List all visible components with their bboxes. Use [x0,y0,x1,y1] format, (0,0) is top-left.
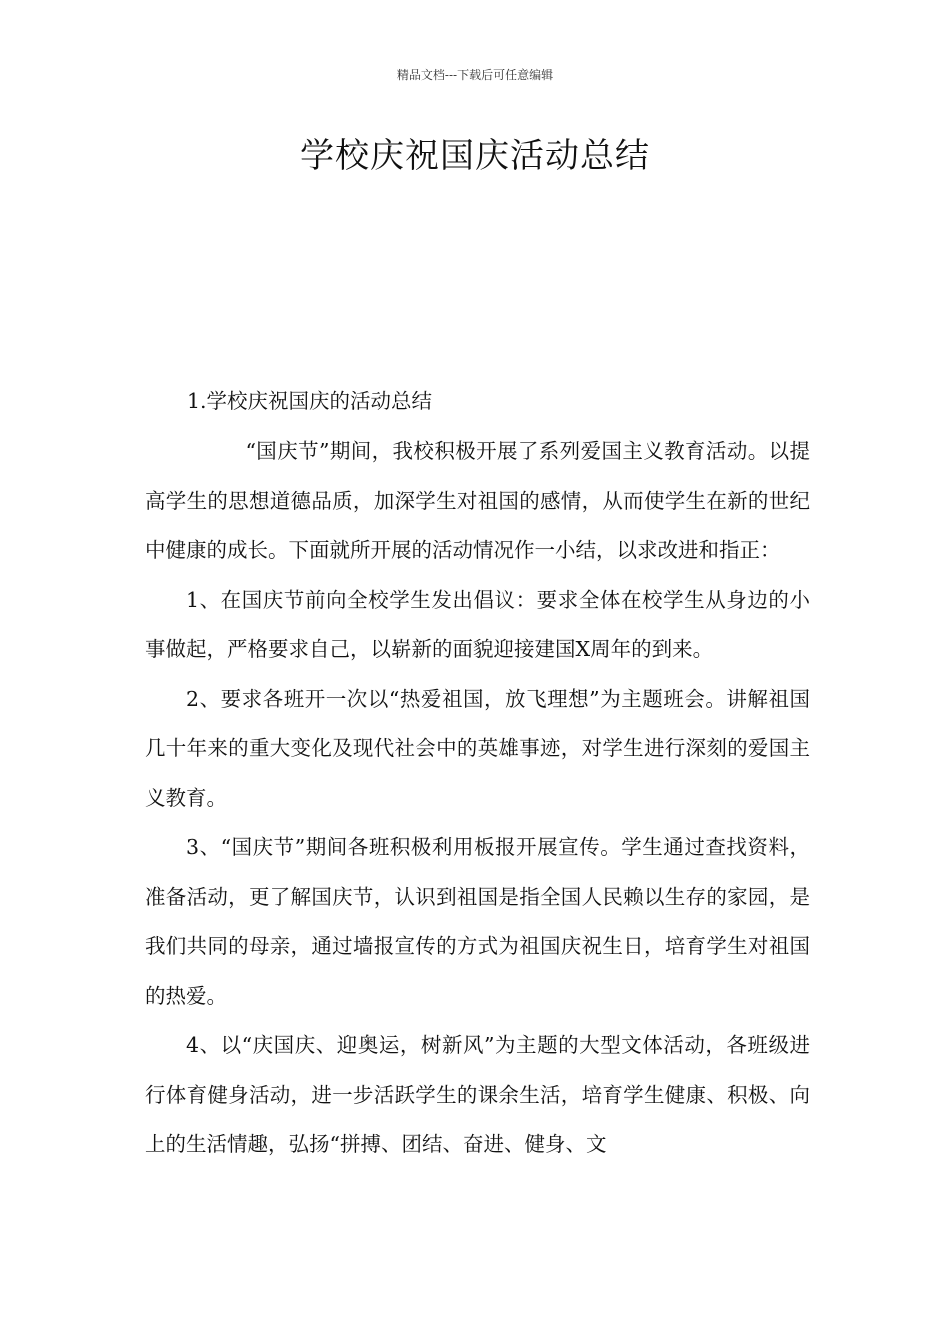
paragraph-item-2: 2、要求各班开一次以“热爱祖国，放飞理想”为主题班会。讲解祖国几十年来的重大变化及现代社会中的英雄事迹，对学生进行深刻的爱国主义教育。 [145,686,810,810]
document-body [145,427,810,1170]
section-heading: 1.学校庆祝国庆的活动总结 [187,389,433,413]
document-title: 学校庆祝国庆活动总结 [300,136,650,176]
header-note: 精品文档---下载后可任意编辑 [396,68,554,82]
paragraph-item-1: 1、在国庆节前向全校学生发出倡议：要求全体在校学生从身边的小事做起，严格要求自己，以崭新的面貌迎接建国X周年的到来。 [145,587,810,661]
paragraph-item-4: 4、以“庆国庆、迎奥运，树新风”为主题的大型文体活动，各班级进行体育健身活动，进一步活跃学生的课余生活，培育学生健康、积极、向上的生活情趣，弘扬“拼搏、团结、奋进、健身、文 [145,1033,810,1156]
paragraph-intro: “国庆节”期间，我校积极开展了系列爱国主义教育活动。以提高学生的思想道德品质，加深学生对祖国的感情，从而使学生在新的世纪中健康的成长。下面就所开展的活动情况作一小结，以求改进和指正： [145,439,810,562]
paragraph-item-3: 3、“国庆节”期间各班积极利用板报开展宣传。学生通过查找资料，准备活动，更了解国庆节，认识到祖国是指全国人民赖以生存的家园，是我们共同的母亲，通过墙报宣传的方式为祖国庆祝生日，培育学生对祖国的热爱。 [145,835,810,1008]
